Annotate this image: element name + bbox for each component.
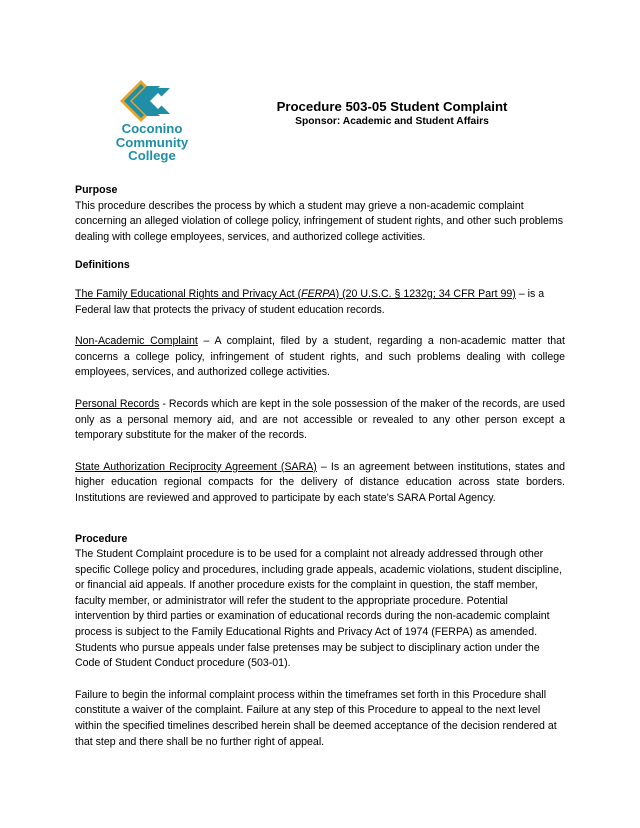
purpose-heading: Purpose bbox=[75, 184, 118, 196]
definition-sara-term: State Authorization Reciprocity Agreement (SARA) bbox=[75, 460, 317, 473]
definition-ferpa-term bbox=[75, 288, 516, 300]
logo-chevron-icon bbox=[120, 80, 182, 124]
document-body bbox=[75, 183, 565, 750]
logo-line-3: College bbox=[128, 148, 176, 163]
definitions-heading: Definitions bbox=[75, 259, 130, 272]
procedure-heading: Procedure bbox=[75, 532, 128, 545]
definition-non-academic bbox=[75, 334, 565, 381]
definition-non-academic-term: Non-Academic Complaint bbox=[75, 335, 198, 348]
ferpa-term-end: ) (20 U.S.C. § 1232g; 34 CFR Part 99) bbox=[335, 287, 516, 300]
definition-personal-records bbox=[75, 397, 565, 444]
logo-line-2: Community bbox=[115, 134, 189, 150]
ferpa-term-abbr: FERPA bbox=[301, 287, 336, 300]
logo-line-1: Coconino bbox=[121, 121, 183, 136]
definition-personal-records-text: - Records which are kept in the sole possession of the maker of the records, are used only as a personal memory aid, and are not accessible or revealed to any other person except a temporary substitute for the maker of the records. bbox=[75, 397, 565, 442]
document-sponsor: Sponsor: Academic and Student Affairs bbox=[295, 116, 489, 127]
definition-ferpa-text: – is a Federal law that protects the privacy of student education records. bbox=[75, 287, 545, 316]
procedure-paragraph-1: The Student Complaint procedure is to be used for a complaint not already addressed through other specific College policy and procedures, including grade appeals, academic violations, student discipline, or financial aid appeals. If another procedure exists for the complaint in question, the staff member, faculty member, or administrator will refer the student to the appropriate procedure. Potential intervention by third parties or examination of educational records during the non-academic complaint process is subject to the Family Educational Rights and Privacy Act of 1974 (FERPA) as amended. Students who pursue appeals under false pretenses may be subject to disciplinary action under the Code of Student Conduct procedure (503-01). bbox=[75, 548, 563, 670]
procedure-paragraph-2: Failure to begin the informal complaint process within the timeframes set forth in this Procedure shall constitute a waiver of the complaint. Failure at any step of this Procedure to appeal to the next level within the specified timelines described herein shall be deemed acceptance of the decision rendered at that step and there shall be no further right of appeal. bbox=[75, 688, 557, 748]
document-heading bbox=[262, 98, 522, 128]
definition-personal-records-term: Personal Records bbox=[75, 397, 160, 410]
document-title: Procedure 503-05 Student Complaint bbox=[276, 99, 508, 114]
definition-sara-text: – Is an agreement between institutions, states and higher education regional compacts for the delivery of distance education across state borders. Institutions are reviewed and approved to participate by each state’s SARA Portal Agency. bbox=[75, 460, 565, 504]
definition-sara bbox=[75, 460, 565, 507]
definition-ferpa bbox=[75, 287, 565, 318]
ferpa-term-start: The Family Educational Rights and Privacy Act ( bbox=[75, 287, 302, 300]
college-logo bbox=[112, 80, 190, 166]
logo-wordmark bbox=[112, 122, 192, 163]
purpose-text: This procedure describes the process by which a student may grieve a non-academic complaint concerning an alleged violation of college policy, infringement of student rights, and other such problems dealing with college employees, services, and authorized college activities. bbox=[75, 199, 563, 243]
definition-non-academic-text: – A complaint, filed by a student, regarding a non-academic matter that concerns a college policy, infringement of student rights, and such problems dealing with college employees, services, and authorized college activities. bbox=[75, 335, 565, 379]
